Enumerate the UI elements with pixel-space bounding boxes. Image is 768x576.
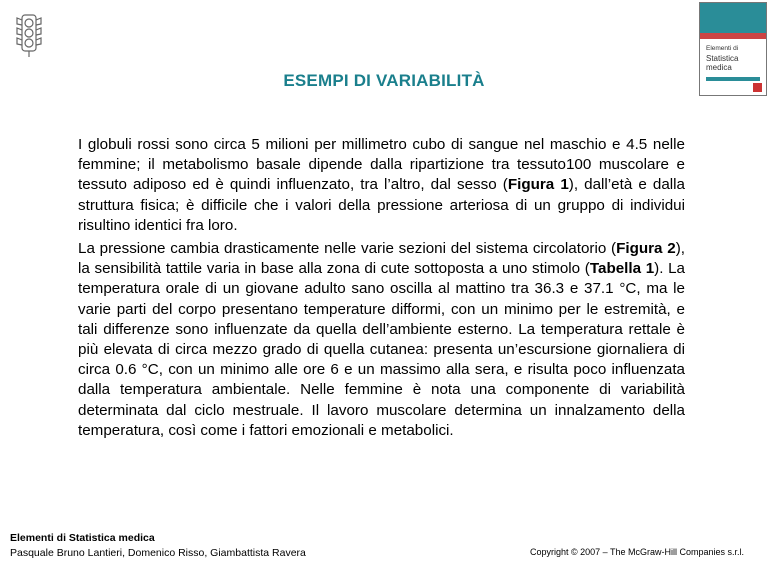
footer-copyright: Copyright © 2007 – The McGraw-Hill Companies s.r.l. <box>529 547 744 557</box>
traffic-light-icon <box>14 12 44 58</box>
cover-accent-stripe <box>700 33 766 39</box>
body-text <box>78 135 685 444</box>
cover-image-band <box>700 3 766 33</box>
figure-2-ref: Figura 2 <box>616 240 676 258</box>
figure-1-ref: Figura 1 <box>507 176 569 194</box>
footer-book-info <box>10 531 306 561</box>
footer-book-title: Elementi di Statistica medica <box>10 532 155 544</box>
book-cover-thumbnail <box>699 2 767 96</box>
cover-title-line-1: Elementi di <box>706 45 739 52</box>
cover-author-bar <box>706 77 760 81</box>
publisher-logo-icon <box>753 83 762 92</box>
page-title: ESEMPI DI VARIABILITÀ <box>283 71 485 90</box>
cover-title-line-2: Statistica <box>706 54 739 63</box>
paragraph-2: La pressione cambia drasticamente nelle varie sezioni del sistema circolatorio (Figura 2), la sensibilità tattile varia in base alla zona di cute sottoposta a uno stimolo (Tabella 1). La temperatura orale di un giovane adulto sano oscilla al mattino tra 36.3 e 37.1 °C, ma le varie parti del corpo presentano temperature difformi, con un minimo per le estremità, e tali differenze sono influenzate da quella dell’ambiente esterno. La temperatura rettale è più elevata di circa mezzo grado di quella cutanea: presenta un’escursione giornaliera di circa 0.6 °C, con un minimo alle ore 6 e un massimo alla sera, e risulta poco influenzata dalla temperatura ambientale. Nelle femmine è nota una componente di variabilità determinata dal ciclo mestruale. Il lavoro muscolare determina un innalzamento della temperatura, così come i fattori emozionali e metabolici. <box>78 240 685 439</box>
paragraph-1: I globuli rossi sono circa 5 milioni per millimetro cubo di sangue nel maschio e 4.5 nelle femmine; il metabolismo basale dipende dalla ripartizione tra tessuto100 muscolare e tessuto adiposo ed è quindi influenzato, tra l’altro, dal sesso (Figura 1), dall’età e dalla struttura fisica; è difficile che i valori della pressione arteriosa di un gruppo di individui risultino identici fra loro. <box>78 136 686 234</box>
cover-title-line-3: medica <box>706 63 732 72</box>
table-1-ref: Tabella 1 <box>589 260 655 278</box>
footer-authors: Pasquale Bruno Lantieri, Domenico Risso, Giambattista Ravera <box>10 547 306 559</box>
